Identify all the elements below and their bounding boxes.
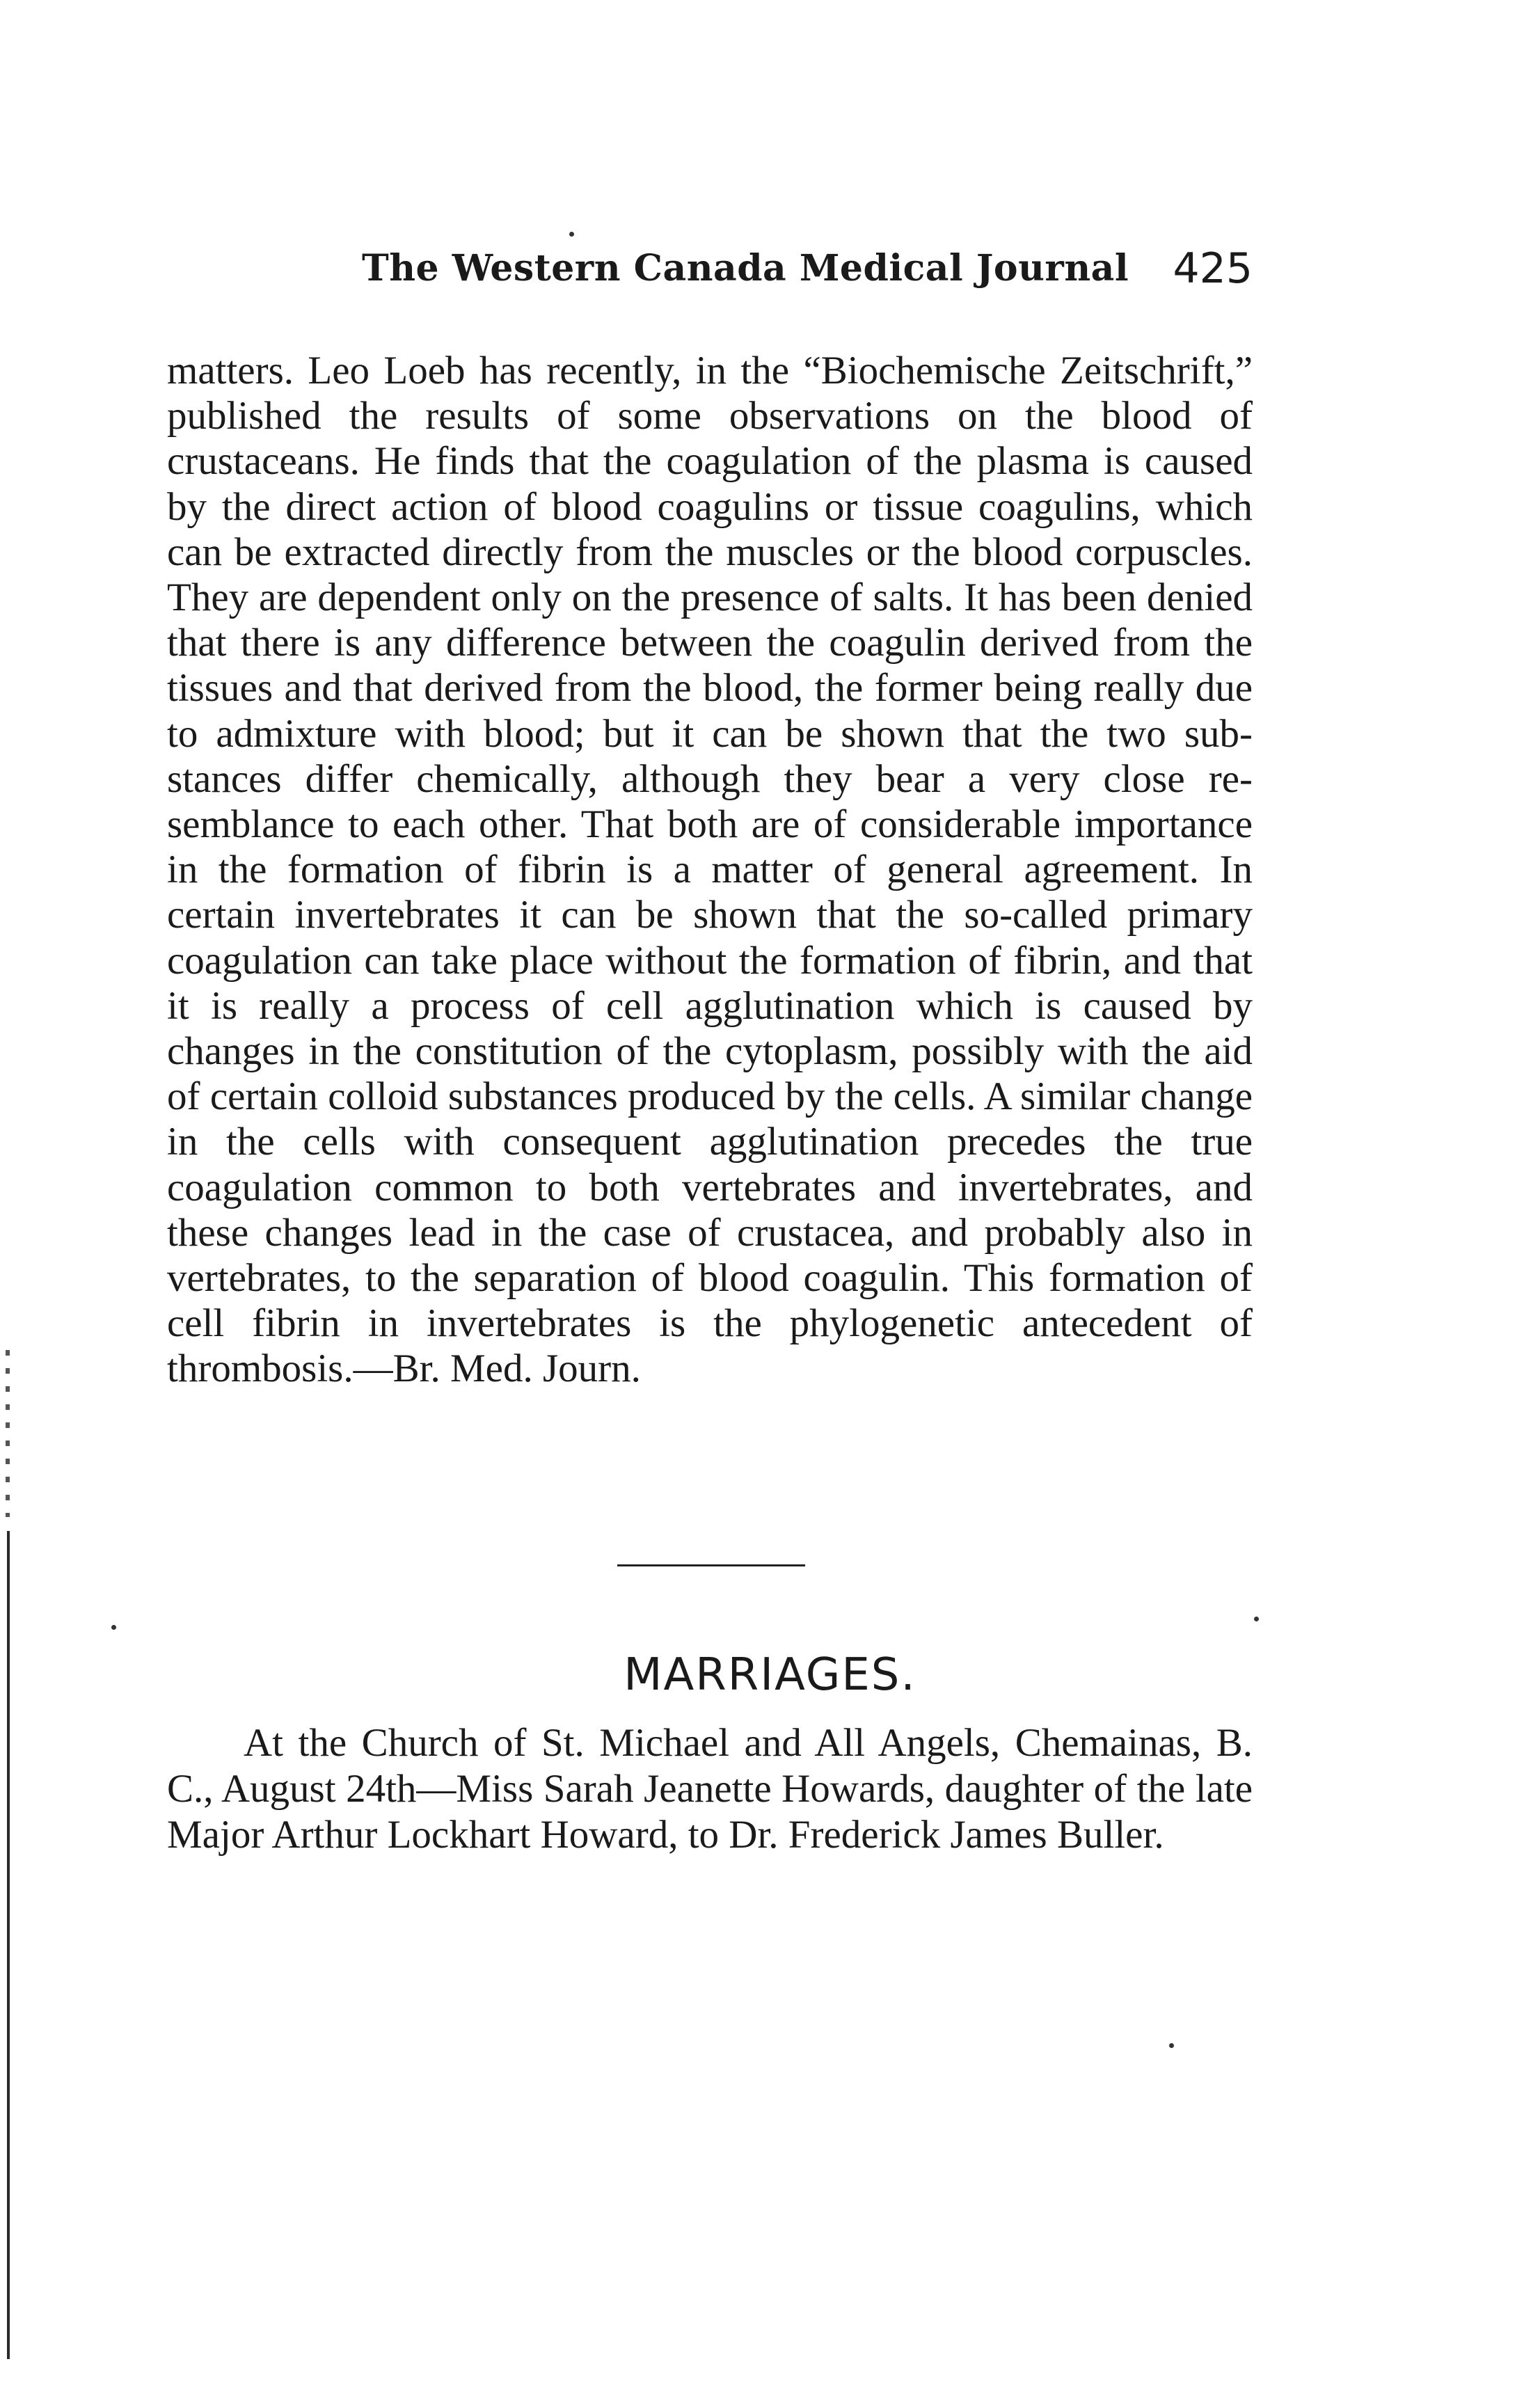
scan-speck: [1254, 1617, 1259, 1621]
marriages-heading: MARRIAGES.: [624, 1649, 916, 1701]
scan-margin-edge: [7, 1531, 10, 2359]
article-body: matters. Leo Loeb has recently, in the “Biochemische Zeitschrift,” published the results of some observations on the blood of crustaceans. He finds that the coagulation of the plasma is caused by the direct action of blood coagulins or tissue coagulins, which can be extracted directly from the muscles or the blood corpuscles. They are dependent only on the presence of salts. It has been denied that there is any difference between the coagulin derived from the tissues and that derived from the blood, the former being really due to admixture with blood; but it can be shown that the two substances differ chemically, although they bear a very close resemblance to each other. That both are of considerable importance in the formation of fibrin is a matter of general agreement. In certain invertebrates it can be shown that the so-called primary coagulation can take place without the formation of fibrin, and that it is really a process of cell agglutination which is caused by changes in the constitution of the cytoplasm, possibly with the aid of certain colloid substances produced by the cells. A similar change in the cells with consequent agglutination precedes the true coagulation common to both vertebrates and invertebrates, and these changes lead in the case of crustacea, and probably also in vertebrates, to the separation of blood coagulin. This formation of cell fibrin in invertebrates is the phylogenetic antecedent of thrombosis.—Br. Med. Journ.: [167, 349, 1253, 1391]
scan-speck: [111, 1625, 116, 1630]
page-number: 425: [1173, 244, 1253, 293]
scan-speck: [569, 232, 574, 237]
section-divider: [617, 1564, 805, 1566]
scan-speck: [1169, 2043, 1174, 2048]
marriage-announcement: At the Church of St. Michael and All Angels, Chemainas, B. C., August 24th—Miss Sarah Jeanette Howards, daughter of the late Major Arthur Lockhart Howard, to Dr. Frederick James Buller.: [167, 1721, 1253, 1857]
running-head: [362, 244, 1253, 310]
journal-title: The Western Canada Medical Journal: [362, 247, 1129, 289]
scan-margin-marks: [6, 1350, 10, 1517]
